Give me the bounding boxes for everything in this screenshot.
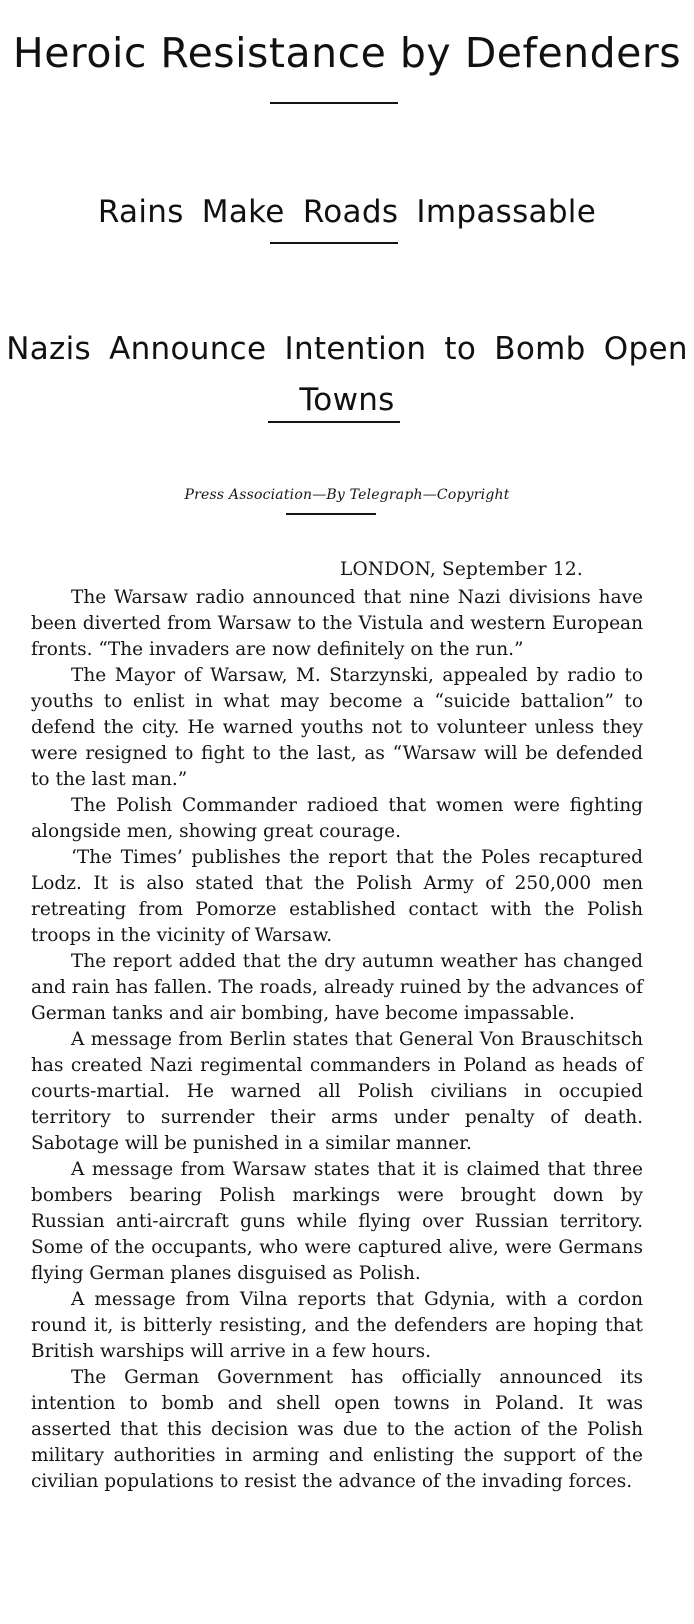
press-credit-line: Press Association—By Telegraph—Copyright [184,487,510,503]
article-paragraph: ‘The Times’ publishes the report that the Poles recaptured Lodz. It is also stated that the Polish Army of 250,000 men retreating from Pomorze established contact with the Polish troops in the vicinity of Warsaw. [31,847,643,946]
sub-headline-bomb: Nazis Announce Intention to Bomb Open Towns [6,330,688,418]
article-paragraph: The Mayor of Warsaw, M. Starzynski, appealed by radio to youths to enlist in what may become a “suicide battalion” to defend the city. He warned youths not to volunteer unless they were resigned to fight to the last, as “Warsaw will be defended to the last man.” [31,665,643,790]
headline-divider-3 [268,421,400,423]
article-paragraph: A message from Berlin states that General Von Brauschitsch has created Nazi regimental commanders in Poland as heads of courts-martial. He warned all Polish civilians in occupied territory to surrender their arms under penalty of death. Sabotage will be punished in a similar manner. [31,1029,643,1154]
article-paragraph: A message from Warsaw states that it is claimed that three bombers bearing Polish markings were brought down by Russian anti-aircraft guns while flying over Russian territory. Some of the occupants, who were captured alive, were Germans flying German planes disguised as Polish. [31,1159,643,1284]
article-paragraph: The report added that the dry autumn weather has changed and rain has fallen. The roads, already ruined by the advances of German tanks and air bombing, have become impassable. [31,951,643,1024]
headline-divider-2 [270,242,398,244]
main-headline: Heroic Resistance by Defenders [12,29,682,78]
sub-headline-rains: Rains Make Roads Impassable [97,193,597,230]
article-paragraph: The Warsaw radio announced that nine Nazi divisions have been diverted from Warsaw to the Vistula and western European fronts. “The invaders are now definitely on the run.” [31,587,643,660]
article-paragraph: The German Government has officially announced its intention to bomb and shell open towns in Poland. It was asserted that this decision was due to the action of the Polish military authorities in arming and enlisting the support of the civilian populations to resist the advance of the invading forces. [31,1367,643,1492]
article-body [31,585,643,1495]
article-paragraph: A message from Vilna reports that Gdynia, with a cordon round it, is bitterly resisting, and the defenders are hoping that British warships will arrive in a few hours. [31,1289,643,1362]
dateline: LONDON, September 12. [340,559,583,580]
article-paragraph: The Polish Commander radioed that women were fighting alongside men, showing great courage. [31,795,643,842]
credit-divider [286,513,376,515]
headline-divider-1 [270,102,398,104]
